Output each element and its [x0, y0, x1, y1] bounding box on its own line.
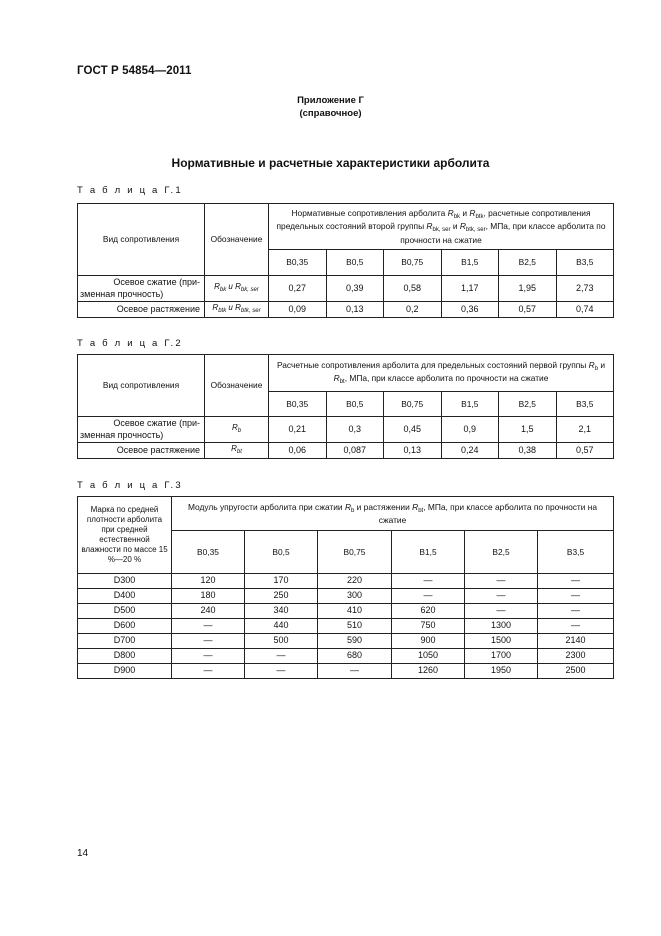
value-cell: — [465, 589, 538, 604]
value-cell: — [538, 574, 614, 589]
value-cell: 1950 [465, 664, 538, 679]
page-number: 14 [77, 848, 89, 859]
value-cell: 0,24 [441, 443, 499, 459]
value-cell: 500 [245, 634, 318, 649]
table-row [78, 649, 614, 664]
class-header: В3,5 [556, 250, 614, 276]
appendix-subtitle: (справочное) [299, 108, 362, 119]
value-cell: 440 [245, 619, 318, 634]
table-row [78, 302, 614, 318]
value-cell: 510 [318, 619, 392, 634]
density-grade: D400 [78, 589, 172, 604]
table3-col-grade: Марка по средней плотности арболита при средней естественной влажности по массе 15 %—20 % [78, 497, 172, 574]
table3-caption: Т а б л и ц а Г.3 [77, 480, 183, 491]
value-cell: 0,06 [269, 443, 327, 459]
value-cell: 220 [318, 574, 392, 589]
class-header: В0,75 [384, 250, 442, 276]
value-cell: 2,1 [556, 417, 614, 443]
table-row [78, 664, 614, 679]
class-header: В1,5 [392, 531, 465, 574]
value-cell: 0,58 [384, 276, 442, 302]
value-cell: — [538, 619, 614, 634]
class-header: В0,35 [269, 250, 327, 276]
value-cell: 750 [392, 619, 465, 634]
appendix-title: Приложение Г [297, 95, 364, 106]
value-cell: 0,087 [326, 443, 384, 459]
resistance-symbol: $R_b$ [205, 417, 269, 443]
class-header: В2,5 [499, 250, 557, 276]
density-grade: D500 [78, 604, 172, 619]
class-header: В0,35 [269, 392, 327, 417]
class-header: В0,75 [318, 531, 392, 574]
value-cell: 0,3 [326, 417, 384, 443]
value-cell: 1050 [392, 649, 465, 664]
table2-col-symbol: Обозначение [205, 355, 269, 417]
value-cell: 2140 [538, 634, 614, 649]
section-title: Нормативные и расчетные характеристики арболита [171, 156, 490, 170]
class-header: В0,5 [245, 531, 318, 574]
value-cell: — [538, 589, 614, 604]
value-cell: 0,74 [556, 302, 614, 318]
value-cell: 0,39 [326, 276, 384, 302]
value-cell: 0,2 [384, 302, 442, 318]
value-cell: — [465, 604, 538, 619]
value-cell: — [172, 664, 245, 679]
density-grade: D600 [78, 619, 172, 634]
value-cell: 2500 [538, 664, 614, 679]
value-cell: — [538, 604, 614, 619]
value-cell: 0,9 [441, 417, 499, 443]
value-cell: 180 [172, 589, 245, 604]
value-cell: 0,36 [441, 302, 499, 318]
value-cell: 0,38 [499, 443, 557, 459]
table-row [78, 417, 614, 443]
table1-col-kind: Вид сопротивления [78, 204, 205, 276]
table-row [78, 604, 614, 619]
table1 [77, 203, 614, 318]
document-code: ГОСТ Р 54854—2011 [77, 65, 192, 77]
table1-col-symbol: Обозначение [205, 204, 269, 276]
resistance-symbol: $R_{btk}$ и $R_{btk, ser}$ [205, 302, 269, 318]
value-cell: — [172, 649, 245, 664]
value-cell: — [465, 574, 538, 589]
value-cell: 1700 [465, 649, 538, 664]
value-cell: 250 [245, 589, 318, 604]
value-cell: — [245, 649, 318, 664]
table3 [77, 496, 614, 679]
value-cell: — [172, 634, 245, 649]
value-cell: 120 [172, 574, 245, 589]
value-cell: 170 [245, 574, 318, 589]
table1-group-header: Нормативные сопротивления арболита $R_{bk}$ и $R_{btk}$, расчетные сопротивления предельных состояний второй группы $R_{bk, ser}$ и $R_{btk, ser}$, МПа, при классе арболита по прочности на сжатие [269, 204, 614, 250]
table2 [77, 354, 614, 459]
value-cell: — [392, 574, 465, 589]
value-cell: 1,5 [499, 417, 557, 443]
table-row [78, 634, 614, 649]
table2-col-kind: Вид сопротивления [78, 355, 205, 417]
resistance-symbol: $R_{bt}$ [205, 443, 269, 459]
value-cell: — [245, 664, 318, 679]
class-header: В0,75 [384, 392, 442, 417]
table1-caption: Т а б л и ц а Г.1 [77, 185, 183, 196]
value-cell: 1,95 [499, 276, 557, 302]
value-cell: 0,13 [384, 443, 442, 459]
value-cell: 0,27 [269, 276, 327, 302]
value-cell: 1300 [465, 619, 538, 634]
value-cell: 0,45 [384, 417, 442, 443]
value-cell: 340 [245, 604, 318, 619]
value-cell: 0,57 [556, 443, 614, 459]
value-cell: 1260 [392, 664, 465, 679]
resistance-symbol: $R_{bk}$ и $R_{bk, ser}$ [205, 276, 269, 302]
value-cell: 240 [172, 604, 245, 619]
value-cell: 300 [318, 589, 392, 604]
value-cell: 620 [392, 604, 465, 619]
density-grade: D700 [78, 634, 172, 649]
value-cell: — [172, 619, 245, 634]
value-cell: 900 [392, 634, 465, 649]
density-grade: D900 [78, 664, 172, 679]
table-row [78, 574, 614, 589]
class-header: В0,5 [326, 250, 384, 276]
table-row [78, 276, 614, 302]
value-cell: — [318, 664, 392, 679]
class-header: В3,5 [556, 392, 614, 417]
density-grade: D300 [78, 574, 172, 589]
density-grade: D800 [78, 649, 172, 664]
resistance-kind: Осевое растяжение [78, 302, 205, 318]
table3-group-header: Модуль упругости арболита при сжатии $R_b$ и растяжении $R_{bt}$, МПа, при классе арболита по прочности на сжатие [172, 497, 614, 531]
table-row [78, 589, 614, 604]
value-cell: 590 [318, 634, 392, 649]
class-header: В1,5 [441, 250, 499, 276]
class-header: В3,5 [538, 531, 614, 574]
class-header: В0,5 [326, 392, 384, 417]
table2-caption: Т а б л и ц а Г.2 [77, 338, 183, 349]
value-cell: 410 [318, 604, 392, 619]
value-cell: 680 [318, 649, 392, 664]
value-cell: 2,73 [556, 276, 614, 302]
value-cell: 0,57 [499, 302, 557, 318]
class-header: В2,5 [465, 531, 538, 574]
resistance-kind: Осевое растяжение [78, 443, 205, 459]
value-cell: 1,17 [441, 276, 499, 302]
value-cell: — [392, 589, 465, 604]
value-cell: 0,21 [269, 417, 327, 443]
value-cell: 0,09 [269, 302, 327, 318]
resistance-kind: Осевое сжатие (при- зменная прочность) [78, 417, 205, 443]
value-cell: 2300 [538, 649, 614, 664]
table-row [78, 619, 614, 634]
table2-group-header: Расчетные сопротивления арболита для предельных состояний первой группы $R_b$ и $R_{bt}$, МПа, при классе арболита по прочности на сжатие [269, 355, 614, 392]
resistance-kind: Осевое сжатие (при- зменная прочность) [78, 276, 205, 302]
table-row [78, 443, 614, 459]
class-header: В1,5 [441, 392, 499, 417]
value-cell: 0,13 [326, 302, 384, 318]
value-cell: 1500 [465, 634, 538, 649]
class-header: В2,5 [499, 392, 557, 417]
class-header: В0,35 [172, 531, 245, 574]
